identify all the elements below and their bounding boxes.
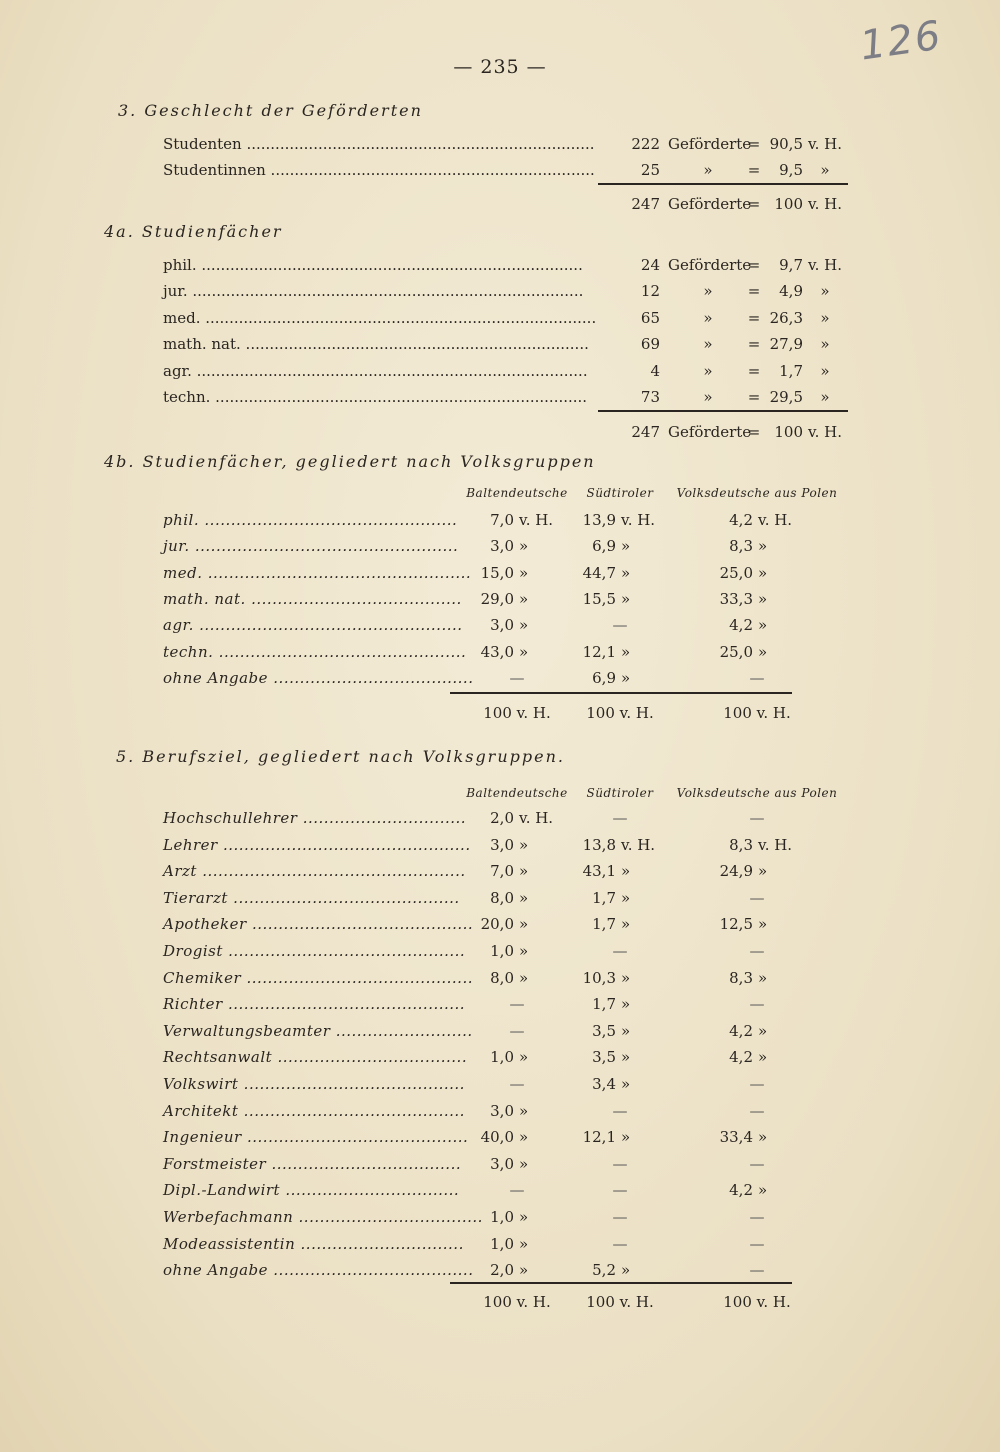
column-total: 100 v. H. [483, 1293, 551, 1311]
row-label: ohne Angabe ...................................... [163, 668, 474, 687]
value-unit: » [621, 537, 631, 556]
value-cell: 10,3 [582, 968, 616, 987]
value-cell: 24,9 [719, 862, 753, 881]
table-row [163, 534, 853, 558]
count-cell: 4 [650, 361, 660, 380]
row-label-text: Drogist [163, 942, 223, 960]
value-unit: » [519, 915, 529, 934]
value-cell: 3,0 [490, 616, 514, 635]
row-label: Architekt .......................................... [163, 1101, 465, 1120]
empty-cell: — [749, 809, 765, 827]
value-unit: » [758, 1048, 768, 1067]
row-label-text: techn. [163, 642, 214, 661]
total-count: 247 [631, 423, 660, 441]
value-unit: » [519, 1128, 529, 1147]
empty-cell: — [612, 616, 628, 635]
value-cell: 3,0 [490, 835, 514, 854]
value-cell: 3,5 [592, 1021, 616, 1040]
value-unit: » [621, 1021, 631, 1040]
value-unit: » [621, 1128, 631, 1147]
column-total: 100 v. H. [723, 704, 791, 722]
empty-cell: — [749, 668, 765, 687]
value-unit: » [758, 616, 768, 635]
total-rule [450, 692, 792, 694]
empty-cell: — [509, 668, 525, 687]
percent-cell: 9,7 [779, 256, 803, 274]
row-label-text: Chemiker [163, 968, 242, 987]
table-row [163, 1072, 853, 1096]
row-label: Arzt .................................................. [163, 862, 466, 881]
value-cell: 40,0 [480, 1128, 514, 1147]
row-label: med. .................................................. [163, 563, 472, 582]
column-header: Südtiroler [586, 786, 654, 800]
value-unit: » [621, 563, 631, 582]
equals-sign: = [747, 135, 761, 153]
row-label: Hochschullehrer ............................... [163, 809, 467, 827]
value-unit: » [758, 563, 768, 582]
column-header: Baltendeutsche [466, 786, 568, 800]
value-cell: 12,5 [719, 915, 753, 934]
empty-cell: — [749, 1101, 765, 1120]
table-row [163, 939, 853, 963]
empty-cell: — [509, 1075, 525, 1093]
total-percent: 100 [774, 423, 803, 441]
value-unit: » [621, 995, 631, 1014]
value-cell: 4,2 [729, 1021, 753, 1040]
value-cell: 8,3 [729, 968, 753, 987]
value-unit: » [519, 835, 529, 854]
value-cell: 25,0 [719, 642, 753, 661]
row-label: Rechtsanwalt .................................... [163, 1048, 468, 1067]
value-unit: » [621, 668, 631, 687]
percent-unit: » [820, 282, 830, 301]
column-total: 100 v. H. [586, 1293, 654, 1311]
value-unit: » [758, 589, 768, 608]
empty-cell: — [749, 995, 765, 1014]
row-label: med. .................................................................................. [163, 308, 597, 327]
value-cell: 13,8 [582, 835, 616, 854]
total-equals: = [747, 423, 761, 441]
row-label-text: ohne Angabe [163, 668, 269, 687]
value-cell: 4,2 [729, 511, 753, 529]
value-unit: » [519, 537, 529, 556]
table-row [163, 332, 853, 356]
value-cell: 1,7 [592, 995, 616, 1014]
row-label-text: ohne Angabe [163, 1261, 269, 1280]
value-cell: 43,0 [480, 642, 514, 661]
column-total: 100 v. H. [483, 704, 551, 722]
row-label-text: Ingenieur [163, 1128, 242, 1147]
value-unit: » [519, 642, 529, 661]
row-label-text: Verwaltungsbeamter [163, 1021, 331, 1040]
value-unit: » [621, 862, 631, 881]
value-cell: 15,0 [480, 563, 514, 582]
value-unit: » [758, 862, 768, 881]
total-rule [450, 1282, 792, 1284]
row-label: Werbefachmann ................................... [163, 1208, 483, 1226]
table-row [163, 806, 853, 830]
value-unit: v. H. [758, 511, 793, 529]
value-unit: » [758, 642, 768, 661]
row-label-text: Tierarzt [163, 888, 228, 907]
value-cell: 4,2 [729, 1048, 753, 1067]
value-cell: 6,9 [592, 668, 616, 687]
value-unit: » [519, 616, 529, 635]
value-cell: 8,0 [490, 968, 514, 987]
value-unit: » [621, 1048, 631, 1067]
total-rule [598, 410, 848, 412]
row-label-text: Richter [163, 995, 223, 1014]
table-row [163, 992, 853, 1016]
row-label: Chemiker ........................................... [163, 968, 473, 987]
value-cell: 15,5 [582, 589, 616, 608]
value-unit: » [758, 968, 768, 987]
row-label-text: phil. [163, 511, 200, 529]
row-label-text: Rechtsanwalt [163, 1048, 273, 1067]
value-unit: » [758, 1181, 768, 1200]
row-label: ohne Angabe ...................................... [163, 1261, 474, 1280]
value-cell: 1,0 [490, 1234, 514, 1253]
value-cell: 1,0 [490, 1208, 514, 1226]
value-unit: » [519, 942, 529, 960]
row-label: Apotheker .......................................... [163, 915, 474, 934]
handwritten-page-number: 126 [857, 12, 946, 70]
row-label-text: Hochschullehrer [163, 809, 298, 827]
table-row [163, 279, 853, 303]
row-label: Verwaltungsbeamter .......................... [163, 1021, 473, 1040]
total-count: 247 [631, 195, 660, 213]
row-label-text: Architekt [163, 1101, 239, 1120]
table-row [163, 359, 853, 383]
table-row [163, 1205, 853, 1229]
percent-unit: » [820, 308, 830, 327]
percent-unit: » [820, 161, 830, 179]
value-cell: 29,0 [480, 589, 514, 608]
value-unit: » [621, 1261, 631, 1280]
row-label: phil. ................................................................................ [163, 256, 583, 274]
row-label-text: Lehrer [163, 835, 218, 854]
row-label: Volkswirt .......................................... [163, 1075, 465, 1093]
row-label: Dipl.-Landwirt ................................. [163, 1181, 460, 1200]
row-label: jur. .................................................................................. [163, 282, 584, 301]
count-cell: 24 [640, 256, 660, 274]
row-label-text: agr. [163, 616, 194, 635]
total-unit: Geförderte [668, 423, 752, 441]
value-unit: v. H. [758, 835, 793, 854]
row-label: Drogist ............................................. [163, 942, 466, 960]
value-cell: 8,3 [729, 537, 753, 556]
row-label: agr. .................................................................................. [163, 361, 588, 380]
row-label-text: math. nat. [163, 589, 246, 608]
row-label: Richter ............................................. [163, 995, 466, 1014]
table-row [163, 508, 853, 532]
table-row [163, 1178, 853, 1202]
value-unit: » [621, 968, 631, 987]
value-unit: » [519, 968, 529, 987]
row-label: phil. ................................................ [163, 511, 458, 529]
value-cell: 5,2 [592, 1261, 616, 1280]
section-4b-heading: 4b. Studienfächer, gegliedert nach Volksgruppen [104, 452, 596, 471]
percent-unit: » [820, 388, 830, 406]
empty-cell: — [612, 1154, 628, 1173]
value-cell: 44,7 [582, 563, 616, 582]
value-cell: 1,7 [592, 915, 616, 934]
row-label-text: Forstmeister [163, 1154, 267, 1173]
row-label: techn. .............................................................................. [163, 388, 588, 406]
total-percent: 100 [774, 195, 803, 213]
row-label: Lehrer ............................................... [163, 835, 471, 854]
equals-sign: = [747, 335, 761, 354]
percent-unit: v. H. [807, 256, 843, 274]
table-row [163, 666, 853, 690]
unit-cell: » [703, 161, 713, 179]
empty-cell: — [509, 995, 525, 1014]
column-header: Südtiroler [586, 486, 654, 500]
percent-unit: v. H. [807, 135, 843, 153]
table-row [163, 1099, 853, 1123]
row-label-text: Werbefachmann [163, 1208, 294, 1226]
value-unit: v. H. [621, 511, 656, 529]
empty-cell: — [749, 1154, 765, 1173]
percent-cell: 90,5 [769, 135, 803, 153]
empty-cell: — [612, 1234, 628, 1253]
equals-sign: = [747, 256, 761, 274]
empty-cell: — [612, 1208, 628, 1226]
column-header: Volksdeutsche aus Polen [676, 786, 838, 800]
table-row [163, 1258, 853, 1282]
empty-cell: — [612, 1181, 628, 1200]
table-row [163, 306, 853, 330]
unit-cell: » [703, 308, 713, 327]
row-label-text: Arzt [163, 862, 197, 881]
percent-cell: 27,9 [769, 335, 803, 354]
table-row [163, 253, 853, 277]
percent-cell: 9,5 [779, 161, 803, 179]
empty-cell: — [749, 1075, 765, 1093]
value-cell: 33,3 [719, 589, 753, 608]
total-rule [598, 183, 848, 185]
value-unit: » [519, 1234, 529, 1253]
table-row [163, 1045, 853, 1069]
value-cell: 8,0 [490, 888, 514, 907]
value-cell: 43,1 [582, 862, 616, 881]
row-label: Ingenieur .......................................... [163, 1128, 469, 1147]
percent-cell: 1,7 [779, 361, 803, 380]
section-3-heading: 3. Geschlecht der Geförderten [118, 101, 423, 120]
row-label: math. nat. ........................................................................ [163, 335, 589, 354]
empty-cell: — [612, 809, 628, 827]
value-unit: » [519, 1261, 529, 1280]
empty-cell: — [749, 942, 765, 960]
table-row [163, 132, 853, 156]
value-cell: 25,0 [719, 563, 753, 582]
table-row [163, 1019, 853, 1043]
value-cell: 3,0 [490, 1101, 514, 1120]
count-cell: 73 [640, 388, 660, 406]
count-cell: 69 [640, 335, 660, 354]
row-label-text: Modeassistentin [163, 1234, 296, 1253]
page-number: — 235 — [453, 56, 547, 78]
value-unit: v. H. [519, 809, 554, 827]
total-unit: Geförderte [668, 195, 752, 213]
row-label-text: Dipl.-Landwirt [163, 1181, 281, 1200]
value-cell: 20,0 [480, 915, 514, 934]
row-label: agr. .................................................. [163, 616, 463, 635]
value-cell: 33,4 [719, 1128, 753, 1147]
row-label: Studentinnen .................................................................... [163, 161, 595, 179]
value-unit: » [621, 1075, 631, 1093]
table-row [163, 1232, 853, 1256]
percent-unit: » [820, 335, 830, 354]
total-row [163, 420, 853, 444]
table-row [163, 912, 853, 936]
empty-cell: — [612, 942, 628, 960]
value-cell: 13,9 [582, 511, 616, 529]
value-unit: » [621, 915, 631, 934]
row-label: techn. ............................................... [163, 642, 467, 661]
row-label-text: med. [163, 563, 203, 582]
total-row [163, 192, 853, 216]
table-row [163, 886, 853, 910]
value-cell: 6,9 [592, 537, 616, 556]
value-cell: 3,0 [490, 1154, 514, 1173]
value-unit: » [519, 1208, 529, 1226]
table-row [163, 613, 853, 637]
value-unit: » [758, 915, 768, 934]
row-label: Tierarzt ........................................... [163, 888, 460, 907]
percent-unit: » [820, 361, 830, 380]
empty-cell: — [509, 1021, 525, 1040]
value-cell: 12,1 [582, 1128, 616, 1147]
value-cell: 3,4 [592, 1075, 616, 1093]
total-percent-unit: v. H. [807, 195, 843, 213]
total-equals: = [747, 195, 761, 213]
row-label: Modeassistentin ............................... [163, 1234, 464, 1253]
percent-cell: 4,9 [779, 282, 803, 301]
table-row [163, 1125, 853, 1149]
empty-cell: — [749, 1261, 765, 1280]
value-unit: » [519, 563, 529, 582]
value-unit: v. H. [621, 835, 656, 854]
empty-cell: — [749, 1234, 765, 1253]
table-row [163, 587, 853, 611]
value-cell: 3,0 [490, 537, 514, 556]
value-unit: » [519, 1101, 529, 1120]
row-label: Forstmeister .................................... [163, 1154, 462, 1173]
count-cell: 25 [640, 161, 660, 179]
column-total: 100 v. H. [586, 704, 654, 722]
value-unit: » [621, 642, 631, 661]
value-cell: 12,1 [582, 642, 616, 661]
row-label-text: Apotheker [163, 915, 247, 934]
empty-cell: — [612, 1101, 628, 1120]
unit-cell: Geförderte [668, 256, 752, 274]
percent-cell: 29,5 [769, 388, 803, 406]
table-row [163, 158, 853, 182]
value-cell: 1,7 [592, 888, 616, 907]
value-cell: 4,2 [729, 1181, 753, 1200]
count-cell: 65 [640, 308, 660, 327]
table-row [163, 385, 853, 409]
count-cell: 222 [631, 135, 660, 153]
row-label: Studenten ......................................................................... [163, 135, 595, 153]
empty-cell: — [749, 1208, 765, 1226]
column-total: 100 v. H. [723, 1293, 791, 1311]
section-4a-heading: 4a. Studienfächer [104, 222, 283, 241]
value-cell: 3,5 [592, 1048, 616, 1067]
value-cell: 7,0 [490, 862, 514, 881]
value-cell: 2,0 [490, 1261, 514, 1280]
equals-sign: = [747, 161, 761, 179]
table-row [163, 561, 853, 585]
value-unit: » [758, 537, 768, 556]
value-unit: v. H. [519, 511, 554, 529]
count-cell: 12 [640, 282, 660, 301]
value-unit: » [519, 1154, 529, 1173]
section-5-heading: 5. Berufsziel, gegliedert nach Volksgruppen. [116, 747, 565, 766]
row-label-text: Volkswirt [163, 1075, 239, 1093]
equals-sign: = [747, 388, 761, 406]
value-cell: 1,0 [490, 1048, 514, 1067]
value-cell: 4,2 [729, 616, 753, 635]
value-unit: » [519, 862, 529, 881]
empty-cell: — [749, 888, 765, 907]
row-label: jur. .................................................. [163, 537, 459, 556]
value-unit: » [519, 888, 529, 907]
value-unit: » [758, 1128, 768, 1147]
row-label-text: jur. [163, 537, 190, 556]
empty-cell: — [509, 1181, 525, 1200]
column-header: Baltendeutsche [466, 486, 568, 500]
value-cell: 1,0 [490, 942, 514, 960]
unit-cell: » [703, 361, 713, 380]
table-row [163, 640, 853, 664]
unit-cell: » [703, 282, 713, 301]
value-unit: » [621, 888, 631, 907]
table-row [163, 966, 853, 990]
value-unit: » [621, 589, 631, 608]
value-cell: 8,3 [729, 835, 753, 854]
equals-sign: = [747, 282, 761, 301]
unit-cell: » [703, 388, 713, 406]
equals-sign: = [747, 361, 761, 380]
table-row [163, 833, 853, 857]
table-row [163, 1152, 853, 1176]
table-row [163, 859, 853, 883]
value-unit: » [758, 1021, 768, 1040]
row-label: math. nat. ........................................ [163, 589, 462, 608]
value-unit: » [519, 1048, 529, 1067]
percent-cell: 26,3 [769, 308, 803, 327]
value-cell: 7,0 [490, 511, 514, 529]
value-unit: » [519, 589, 529, 608]
value-cell: 2,0 [490, 809, 514, 827]
unit-cell: » [703, 335, 713, 354]
equals-sign: = [747, 308, 761, 327]
total-percent-unit: v. H. [807, 423, 843, 441]
column-header: Volksdeutsche aus Polen [676, 486, 838, 500]
unit-cell: Geförderte [668, 135, 752, 153]
